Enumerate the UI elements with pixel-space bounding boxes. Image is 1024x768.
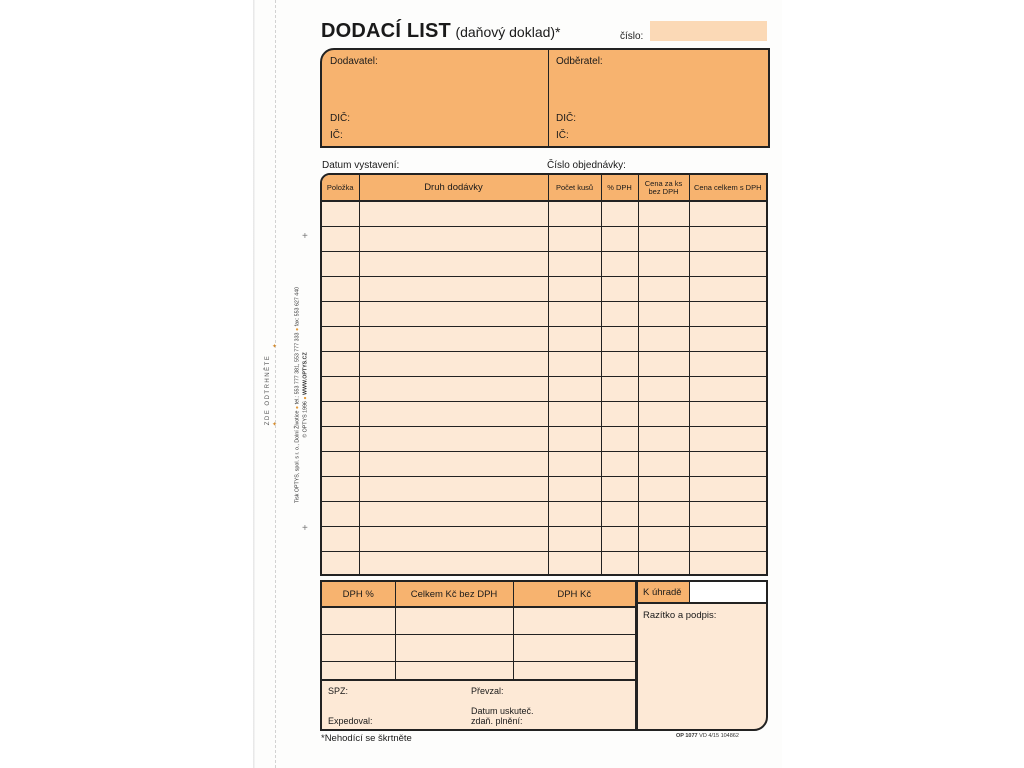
table-cell[interactable] (601, 477, 638, 502)
table-cell[interactable] (601, 377, 638, 402)
table-cell[interactable] (548, 452, 601, 477)
table-cell[interactable] (689, 201, 766, 227)
table-cell[interactable] (359, 402, 548, 427)
payment-stamp-box (636, 580, 768, 731)
perforation-line (275, 0, 276, 768)
table-cell[interactable] (322, 277, 359, 302)
table-cell[interactable] (689, 277, 766, 302)
table-cell[interactable] (322, 452, 359, 477)
parties-divider (548, 50, 549, 146)
table-cell[interactable] (601, 427, 638, 452)
column-header-celkem-bez-dph: Celkem Kč bez DPH (395, 582, 513, 607)
table-cell[interactable] (395, 607, 513, 635)
prevzal-label: Převzal: (471, 686, 504, 696)
item-row (322, 477, 766, 502)
table-cell[interactable] (359, 252, 548, 277)
table-cell[interactable] (601, 252, 638, 277)
table-cell[interactable] (322, 635, 395, 662)
spz-label: SPZ: (328, 686, 349, 696)
table-cell[interactable] (638, 352, 689, 377)
table-cell[interactable] (601, 201, 638, 227)
registration-plus-icon: + (302, 523, 308, 534)
tax-date-label-line2: zdaň. plnění: (471, 716, 523, 726)
table-cell[interactable] (359, 477, 548, 502)
bullet-icon: ● (294, 405, 301, 410)
table-cell[interactable] (322, 227, 359, 252)
table-cell[interactable] (689, 477, 766, 502)
table-cell[interactable] (322, 477, 359, 502)
table-cell[interactable] (689, 352, 766, 377)
supplier-label: Dodavatel: (330, 56, 378, 67)
table-cell[interactable] (359, 502, 548, 527)
title-main: DODACÍ LIST (321, 20, 451, 42)
table-cell[interactable] (548, 477, 601, 502)
table-cell[interactable] (548, 302, 601, 327)
table-cell[interactable] (322, 607, 395, 635)
tear-off-label: ZDE ODTRHNĚTE (265, 354, 271, 426)
column-header-dph-kc: DPH Kč (513, 582, 635, 607)
table-cell[interactable] (322, 352, 359, 377)
table-cell[interactable] (322, 302, 359, 327)
table-cell[interactable] (638, 402, 689, 427)
bullet-icon: ● (294, 327, 301, 332)
form-code (676, 733, 739, 739)
amount-due-field[interactable] (690, 582, 766, 604)
table-cell[interactable] (359, 552, 548, 577)
table-cell[interactable] (548, 352, 601, 377)
table-cell[interactable] (601, 277, 638, 302)
table-cell[interactable] (548, 527, 601, 552)
table-cell[interactable] (638, 527, 689, 552)
table-cell[interactable] (359, 201, 548, 227)
registration-plus-icon: + (302, 231, 308, 242)
table-cell[interactable] (322, 252, 359, 277)
item-row (322, 277, 766, 302)
table-cell[interactable] (548, 227, 601, 252)
table-cell[interactable] (548, 327, 601, 352)
table-cell[interactable] (322, 377, 359, 402)
column-header-cena-ks: Cena za ks bez DPH (638, 175, 689, 201)
item-row (322, 377, 766, 402)
table-cell[interactable] (322, 427, 359, 452)
table-cell[interactable] (601, 452, 638, 477)
order-number-label: Číslo objednávky: (547, 160, 626, 171)
item-row (322, 527, 766, 552)
supplier-ic-label: IČ: (330, 130, 343, 141)
vat-row (322, 607, 635, 635)
tax-date-label-line1: Datum uskuteč. (471, 706, 534, 716)
table-cell[interactable] (322, 502, 359, 527)
stamp-signature-label: Razítko a podpis: (643, 610, 717, 621)
table-cell[interactable] (638, 201, 689, 227)
table-cell[interactable] (601, 552, 638, 577)
number-label: číslo: (620, 31, 644, 42)
supplier-dic-label: DIČ: (330, 113, 350, 124)
table-cell[interactable] (689, 327, 766, 352)
imprint-copyright: © OPTYS 1996 (302, 401, 308, 438)
title-subtitle: (daňový doklad)* (455, 24, 561, 40)
customer-label: Odběratel: (556, 56, 603, 67)
table-cell[interactable] (689, 527, 766, 552)
table-cell[interactable] (395, 635, 513, 662)
table-cell[interactable] (359, 277, 548, 302)
table-cell[interactable] (689, 502, 766, 527)
customer-ic-label: IČ: (556, 130, 569, 141)
imprint-line: Tisk OPTYS, spol. s r. o., Dolní Životice (294, 410, 301, 504)
table-cell[interactable] (638, 327, 689, 352)
table-cell[interactable] (359, 527, 548, 552)
table-cell[interactable] (548, 201, 601, 227)
table-cell[interactable] (638, 477, 689, 502)
table-cell[interactable] (601, 302, 638, 327)
table-cell[interactable] (322, 402, 359, 427)
imprint-phone: tel.: 553 777 381, 553 777 333 (294, 332, 301, 405)
imprint-fax: fax: 553 627 440 (294, 286, 301, 327)
form-code-number: OP 1077 (676, 733, 698, 739)
table-cell[interactable] (601, 227, 638, 252)
customer-dic-label: DIČ: (556, 113, 576, 124)
item-row (322, 552, 766, 577)
item-row (322, 402, 766, 427)
table-cell[interactable] (359, 227, 548, 252)
item-row (322, 302, 766, 327)
column-header-dph-percent: DPH % (322, 582, 395, 607)
table-cell[interactable] (638, 377, 689, 402)
table-cell[interactable] (548, 552, 601, 577)
table-cell[interactable] (601, 502, 638, 527)
table-cell[interactable] (322, 327, 359, 352)
table-cell[interactable] (601, 402, 638, 427)
issue-date-label: Datum vystavení: (322, 160, 400, 171)
item-row (322, 327, 766, 352)
table-cell[interactable] (322, 552, 359, 577)
table-cell[interactable] (359, 452, 548, 477)
table-cell[interactable] (689, 302, 766, 327)
items-table (320, 173, 768, 576)
totals-header-row (322, 582, 635, 607)
table-cell[interactable] (548, 277, 601, 302)
table-cell[interactable] (689, 252, 766, 277)
table-cell[interactable] (601, 352, 638, 377)
item-row (322, 452, 766, 477)
table-cell[interactable] (689, 377, 766, 402)
items-header-row (322, 175, 766, 201)
table-cell[interactable] (638, 302, 689, 327)
item-row (322, 227, 766, 252)
table-cell[interactable] (638, 252, 689, 277)
vat-totals-table (320, 580, 637, 681)
table-cell[interactable] (689, 552, 766, 577)
footnote: *Nehodící se škrtněte (321, 733, 412, 744)
table-cell[interactable] (359, 427, 548, 452)
table-cell[interactable] (638, 227, 689, 252)
number-field[interactable] (650, 21, 767, 41)
printer-imprint (295, 287, 310, 503)
item-row (322, 502, 766, 527)
table-cell[interactable] (322, 527, 359, 552)
column-header-polozka: Položka (322, 175, 359, 201)
table-cell[interactable] (689, 427, 766, 452)
table-cell[interactable] (359, 302, 548, 327)
handover-box (320, 679, 637, 731)
table-cell[interactable] (689, 452, 766, 477)
table-cell[interactable] (322, 201, 359, 227)
form-code-serial: 104862 (720, 733, 739, 739)
table-cell[interactable] (638, 427, 689, 452)
table-cell[interactable] (359, 352, 548, 377)
form-code-version: VD 4/15 (699, 733, 720, 739)
item-row (322, 427, 766, 452)
table-cell[interactable] (548, 377, 601, 402)
item-row (322, 252, 766, 277)
column-header-pocet: Počet kusů (548, 175, 601, 201)
table-cell[interactable] (689, 227, 766, 252)
table-cell[interactable] (638, 452, 689, 477)
table-cell[interactable] (513, 635, 635, 662)
imprint-web: WWW.OPTYS.CZ (302, 352, 308, 395)
expedoval-label: Expedoval: (328, 716, 373, 726)
amount-due-label: K úhradě (638, 582, 690, 604)
document-title (321, 20, 561, 43)
table-cell[interactable] (638, 552, 689, 577)
table-cell[interactable] (548, 502, 601, 527)
table-cell[interactable] (548, 402, 601, 427)
vat-row (322, 635, 635, 662)
parties-box (320, 48, 770, 148)
table-cell[interactable] (601, 527, 638, 552)
table-cell[interactable] (601, 327, 638, 352)
table-cell[interactable] (359, 377, 548, 402)
table-cell[interactable] (638, 277, 689, 302)
bullet-icon: ● (302, 396, 308, 400)
column-header-druh: Druh dodávky (359, 175, 548, 201)
item-row (322, 352, 766, 377)
column-header-dph: % DPH (601, 175, 638, 201)
item-row (322, 201, 766, 227)
table-cell[interactable] (548, 427, 601, 452)
table-cell[interactable] (638, 502, 689, 527)
table-cell[interactable] (548, 252, 601, 277)
column-header-cena-celkem: Cena celkem s DPH (689, 175, 766, 201)
table-cell[interactable] (689, 402, 766, 427)
table-cell[interactable] (513, 607, 635, 635)
table-cell[interactable] (359, 327, 548, 352)
tear-mark-icon: ✦ (272, 344, 278, 350)
tear-mark-icon: ✦ (272, 422, 278, 428)
